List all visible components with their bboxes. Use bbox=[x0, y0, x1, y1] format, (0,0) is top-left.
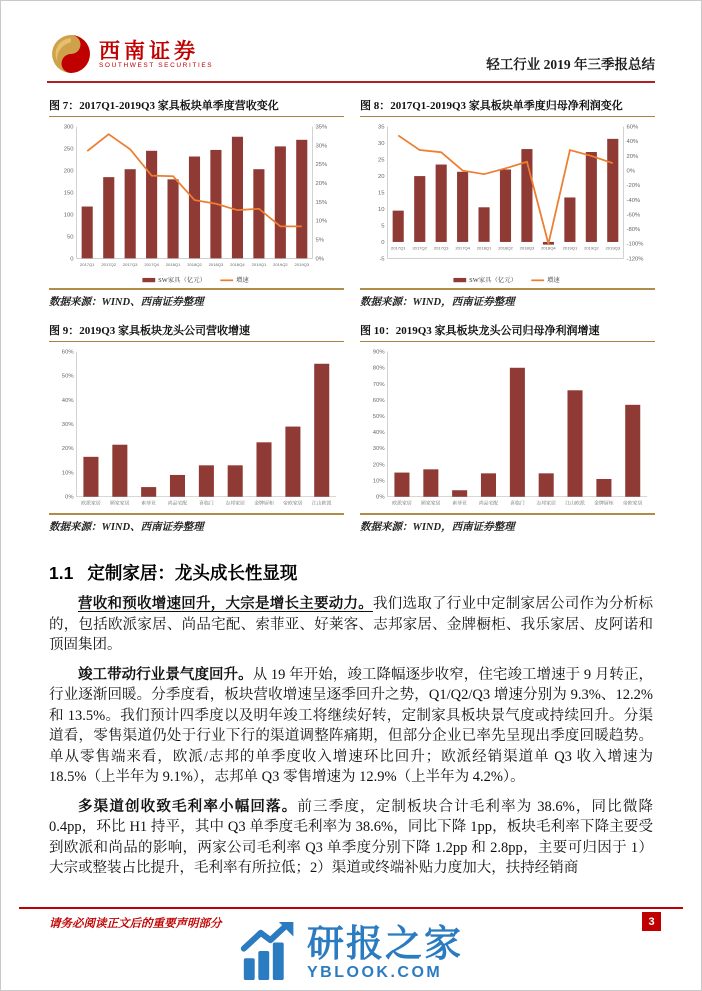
svg-text:金牌厨柜: 金牌厨柜 bbox=[254, 501, 274, 507]
figure-10-bar-chart bbox=[360, 344, 655, 512]
section-heading bbox=[49, 560, 653, 585]
svg-text:-100%: -100% bbox=[626, 241, 644, 248]
figure-7-source: 数据来源：WIND、西南证券整理 bbox=[49, 288, 344, 309]
svg-text:2017Q1: 2017Q1 bbox=[390, 245, 406, 251]
svg-text:200: 200 bbox=[63, 168, 74, 175]
figure-7-bar-line-chart bbox=[49, 119, 344, 287]
svg-text:志邦家居: 志邦家居 bbox=[225, 501, 245, 507]
figure-10-title: 图 10：2019Q3 家具板块龙头公司归母净利润增速 bbox=[360, 322, 655, 342]
svg-text:2017Q3: 2017Q3 bbox=[122, 262, 138, 267]
header-divider bbox=[47, 81, 655, 83]
svg-text:江山欧派: 江山欧派 bbox=[311, 501, 332, 507]
paragraph-3 bbox=[49, 797, 653, 879]
svg-text:帝欧家居: 帝欧家居 bbox=[622, 501, 643, 507]
figures-grid bbox=[49, 97, 655, 534]
svg-text:2017Q3: 2017Q3 bbox=[433, 245, 449, 251]
svg-text:70%: 70% bbox=[372, 381, 385, 388]
svg-text:60%: 60% bbox=[626, 124, 639, 131]
svg-text:50%: 50% bbox=[372, 414, 385, 421]
page-header bbox=[51, 34, 655, 74]
svg-text:10%: 10% bbox=[315, 218, 328, 225]
watermark-site-name: 研报之家 bbox=[307, 923, 463, 965]
svg-text:50%: 50% bbox=[61, 373, 74, 380]
svg-text:2017Q2: 2017Q2 bbox=[101, 262, 116, 267]
svg-text:20%: 20% bbox=[315, 181, 328, 187]
paragraph-2-body: 从 19 年开始，竣工降幅逐步收窄，住宅竣工增速于 9 月转正，行业逐渐回暖。分季度看，板块营收增速呈逐季回升之势，Q1/Q2/Q3 增速分别为 9.3%、12.2%和 13.5%。我们预计四季度以及明年竣工将继续好转，定制家具板块景气度或持续回升。分渠道看，零售渠道仍处于行业下行的渠道调整阵痛期，但部分企业已率先呈现出季度回暖趋势。单从零售端来看，欧派/志邦的单季度收入增速环比回升；欧派经销渠道单 Q3 收入增速为 18.5%（上半年为 9.1%），志邦单 Q3 零售增速为 12.9%（上半年为 4.2%）。 bbox=[49, 666, 654, 785]
svg-text:50: 50 bbox=[67, 234, 74, 241]
figure-8-bar-line-chart bbox=[360, 119, 655, 287]
svg-text:帝欧家居: 帝欧家居 bbox=[283, 501, 303, 507]
svg-text:40%: 40% bbox=[372, 430, 385, 437]
footer-disclaimer: 请务必阅读正文后的重要声明部分 bbox=[49, 918, 222, 930]
svg-text:尚品宅配: 尚品宅配 bbox=[167, 501, 188, 507]
svg-text:20%: 20% bbox=[372, 462, 385, 469]
svg-text:30%: 30% bbox=[372, 446, 385, 453]
section-number: 1.1 bbox=[49, 563, 74, 583]
brand-name-cn: 西南证券 bbox=[99, 38, 199, 63]
svg-text:2018Q3: 2018Q3 bbox=[208, 262, 224, 267]
svg-text:30: 30 bbox=[378, 141, 385, 148]
paragraph-1-lead: 营收和预收增速回升，大宗是增长主要动力。 bbox=[78, 596, 373, 612]
svg-text:-5: -5 bbox=[379, 256, 385, 263]
document-title: 轻工行业 2019 年三季报总结 bbox=[486, 57, 655, 72]
svg-text:30%: 30% bbox=[61, 422, 74, 429]
svg-text:10: 10 bbox=[378, 206, 385, 213]
svg-text:250: 250 bbox=[63, 146, 74, 153]
paragraph-1-body: 我们选取了行业中定制家居公司作为分析标的，包括欧派家居、尚品宅配、索菲亚、好莱客、志邦家居、金牌橱柜、我乐家居、皮阿诺和顶固集团。 bbox=[49, 596, 653, 653]
figure-10 bbox=[360, 322, 655, 534]
figure-7 bbox=[49, 97, 344, 309]
svg-text:2018Q1: 2018Q1 bbox=[476, 245, 492, 251]
bar-chart-rising-arrow-icon bbox=[239, 922, 297, 985]
svg-text:SW家具（亿元）: SW家具（亿元） bbox=[158, 277, 206, 285]
svg-text:2017Q1: 2017Q1 bbox=[79, 262, 95, 267]
svg-text:2019Q1: 2019Q1 bbox=[562, 245, 578, 251]
paragraph-1 bbox=[49, 594, 653, 656]
svg-text:60%: 60% bbox=[372, 398, 385, 404]
watermark-site-url: YBLOOK.COM bbox=[307, 963, 443, 981]
svg-text:2018Q2: 2018Q2 bbox=[187, 262, 202, 267]
paragraph-2-lead: 竣工带动行业景气度回升。 bbox=[78, 666, 253, 683]
figure-9-bar-chart bbox=[49, 344, 344, 512]
svg-text:欧派家居: 欧派家居 bbox=[81, 501, 101, 507]
svg-text:2019Q3: 2019Q3 bbox=[605, 245, 621, 251]
svg-text:15%: 15% bbox=[315, 199, 328, 206]
svg-text:-80%: -80% bbox=[626, 227, 641, 233]
svg-text:0: 0 bbox=[70, 256, 74, 263]
svg-text:SW家具（亿元）: SW家具（亿元） bbox=[469, 277, 517, 285]
figure-9 bbox=[49, 322, 344, 534]
svg-text:2019Q1: 2019Q1 bbox=[251, 262, 267, 267]
svg-text:10%: 10% bbox=[372, 478, 385, 485]
svg-text:2017Q4: 2017Q4 bbox=[144, 262, 159, 267]
figure-8-source: 数据来源：WIND，西南证券整理 bbox=[360, 288, 655, 309]
svg-text:5%: 5% bbox=[315, 237, 324, 244]
svg-text:-20%: -20% bbox=[626, 183, 641, 190]
figure-9-title: 图 9：2019Q3 家具板块龙头公司营收增速 bbox=[49, 322, 344, 342]
svg-text:江山欧派: 江山欧派 bbox=[565, 501, 585, 507]
svg-text:2018Q4: 2018Q4 bbox=[541, 245, 556, 251]
svg-text:2018Q2: 2018Q2 bbox=[498, 245, 513, 251]
svg-text:10%: 10% bbox=[61, 470, 74, 477]
swirl-logo-icon bbox=[51, 34, 91, 74]
svg-text:-60%: -60% bbox=[626, 212, 641, 219]
svg-text:2018Q1: 2018Q1 bbox=[165, 262, 181, 267]
svg-text:增速: 增速 bbox=[547, 277, 560, 285]
paragraph-3-body: 前三季度，定制板块合计毛利率为 38.6%，同比微降 0.4pp，环比 H1 持平，其中 Q3 单季度毛利率为 38.6%，同比下降 1pp，板块毛利率下降主要受到欧派和尚品的影响，两家公司毛利率 Q3 单季度分别下降 1.2pp 和 2.8pp，主要可归因于 1）大宗或整装占比提升，毛利率有所拉低；2）渠道或终端补贴力度加大，扶持经销商 bbox=[49, 798, 654, 876]
svg-text:2019Q2: 2019Q2 bbox=[584, 245, 599, 251]
svg-text:300: 300 bbox=[63, 124, 74, 131]
paragraph-3-lead: 多渠道创收致毛利率小幅回落。 bbox=[78, 798, 298, 815]
svg-text:60%: 60% bbox=[61, 349, 74, 356]
svg-text:金牌厨柜: 金牌厨柜 bbox=[594, 501, 614, 507]
section-title: 定制家居：龙头成长性显现 bbox=[87, 563, 298, 583]
figure-10-source: 数据来源：WIND，西南证券整理 bbox=[360, 513, 655, 534]
svg-text:0%: 0% bbox=[65, 494, 74, 501]
svg-text:0%: 0% bbox=[315, 256, 324, 263]
svg-text:20: 20 bbox=[378, 174, 385, 180]
figure-8-title: 图 8：2017Q1-2019Q3 家具板块单季度归母净利润变化 bbox=[360, 97, 655, 117]
svg-text:索菲亚: 索菲亚 bbox=[141, 501, 156, 507]
svg-text:40%: 40% bbox=[61, 398, 74, 404]
svg-text:80%: 80% bbox=[372, 365, 385, 372]
svg-text:2019Q2: 2019Q2 bbox=[273, 262, 288, 267]
svg-text:增速: 增速 bbox=[236, 277, 249, 285]
svg-text:100: 100 bbox=[63, 212, 74, 219]
svg-text:15: 15 bbox=[378, 190, 385, 197]
figure-7-title: 图 7：2017Q1-2019Q3 家具板块单季度营收变化 bbox=[49, 97, 344, 117]
page-number-badge: 3 bbox=[642, 912, 661, 931]
svg-text:尚品宅配: 尚品宅配 bbox=[478, 501, 499, 507]
svg-text:欧派家居: 欧派家居 bbox=[392, 501, 412, 507]
svg-text:0%: 0% bbox=[376, 494, 385, 501]
svg-text:2017Q2: 2017Q2 bbox=[412, 245, 427, 251]
svg-text:35: 35 bbox=[378, 124, 385, 131]
paragraph-2 bbox=[49, 665, 653, 788]
svg-text:喜临门: 喜临门 bbox=[198, 501, 214, 507]
svg-text:2018Q4: 2018Q4 bbox=[230, 262, 245, 267]
svg-text:索菲亚: 索菲亚 bbox=[452, 501, 467, 507]
svg-text:5: 5 bbox=[381, 223, 385, 230]
svg-text:0: 0 bbox=[381, 239, 385, 246]
svg-text:喜临门: 喜临门 bbox=[509, 501, 525, 507]
svg-text:40%: 40% bbox=[626, 139, 639, 146]
svg-text:2017Q4: 2017Q4 bbox=[455, 245, 470, 251]
svg-text:-120%: -120% bbox=[626, 256, 644, 263]
svg-text:25: 25 bbox=[378, 157, 385, 164]
figure-9-source: 数据来源：WIND、西南证券整理 bbox=[49, 513, 344, 534]
watermark bbox=[1, 922, 701, 985]
svg-text:30%: 30% bbox=[315, 143, 328, 150]
figure-8 bbox=[360, 97, 655, 309]
svg-text:20%: 20% bbox=[61, 446, 74, 453]
svg-text:志邦家居: 志邦家居 bbox=[536, 501, 556, 507]
svg-text:90%: 90% bbox=[372, 349, 385, 356]
svg-text:25%: 25% bbox=[315, 162, 328, 169]
svg-text:0%: 0% bbox=[626, 168, 635, 175]
svg-text:顾家家居: 顾家家居 bbox=[109, 501, 130, 507]
svg-text:-40%: -40% bbox=[626, 197, 641, 204]
svg-text:150: 150 bbox=[63, 190, 74, 197]
brand-name-en: SOUTHWEST SECURITIES bbox=[99, 61, 214, 69]
svg-text:2018Q3: 2018Q3 bbox=[519, 245, 535, 251]
company-logo bbox=[51, 34, 213, 74]
svg-text:35%: 35% bbox=[315, 124, 328, 131]
svg-text:顾家家居: 顾家家居 bbox=[420, 501, 441, 507]
svg-text:20%: 20% bbox=[626, 153, 639, 160]
svg-text:2019Q3: 2019Q3 bbox=[294, 262, 310, 267]
footer-divider bbox=[19, 907, 683, 909]
